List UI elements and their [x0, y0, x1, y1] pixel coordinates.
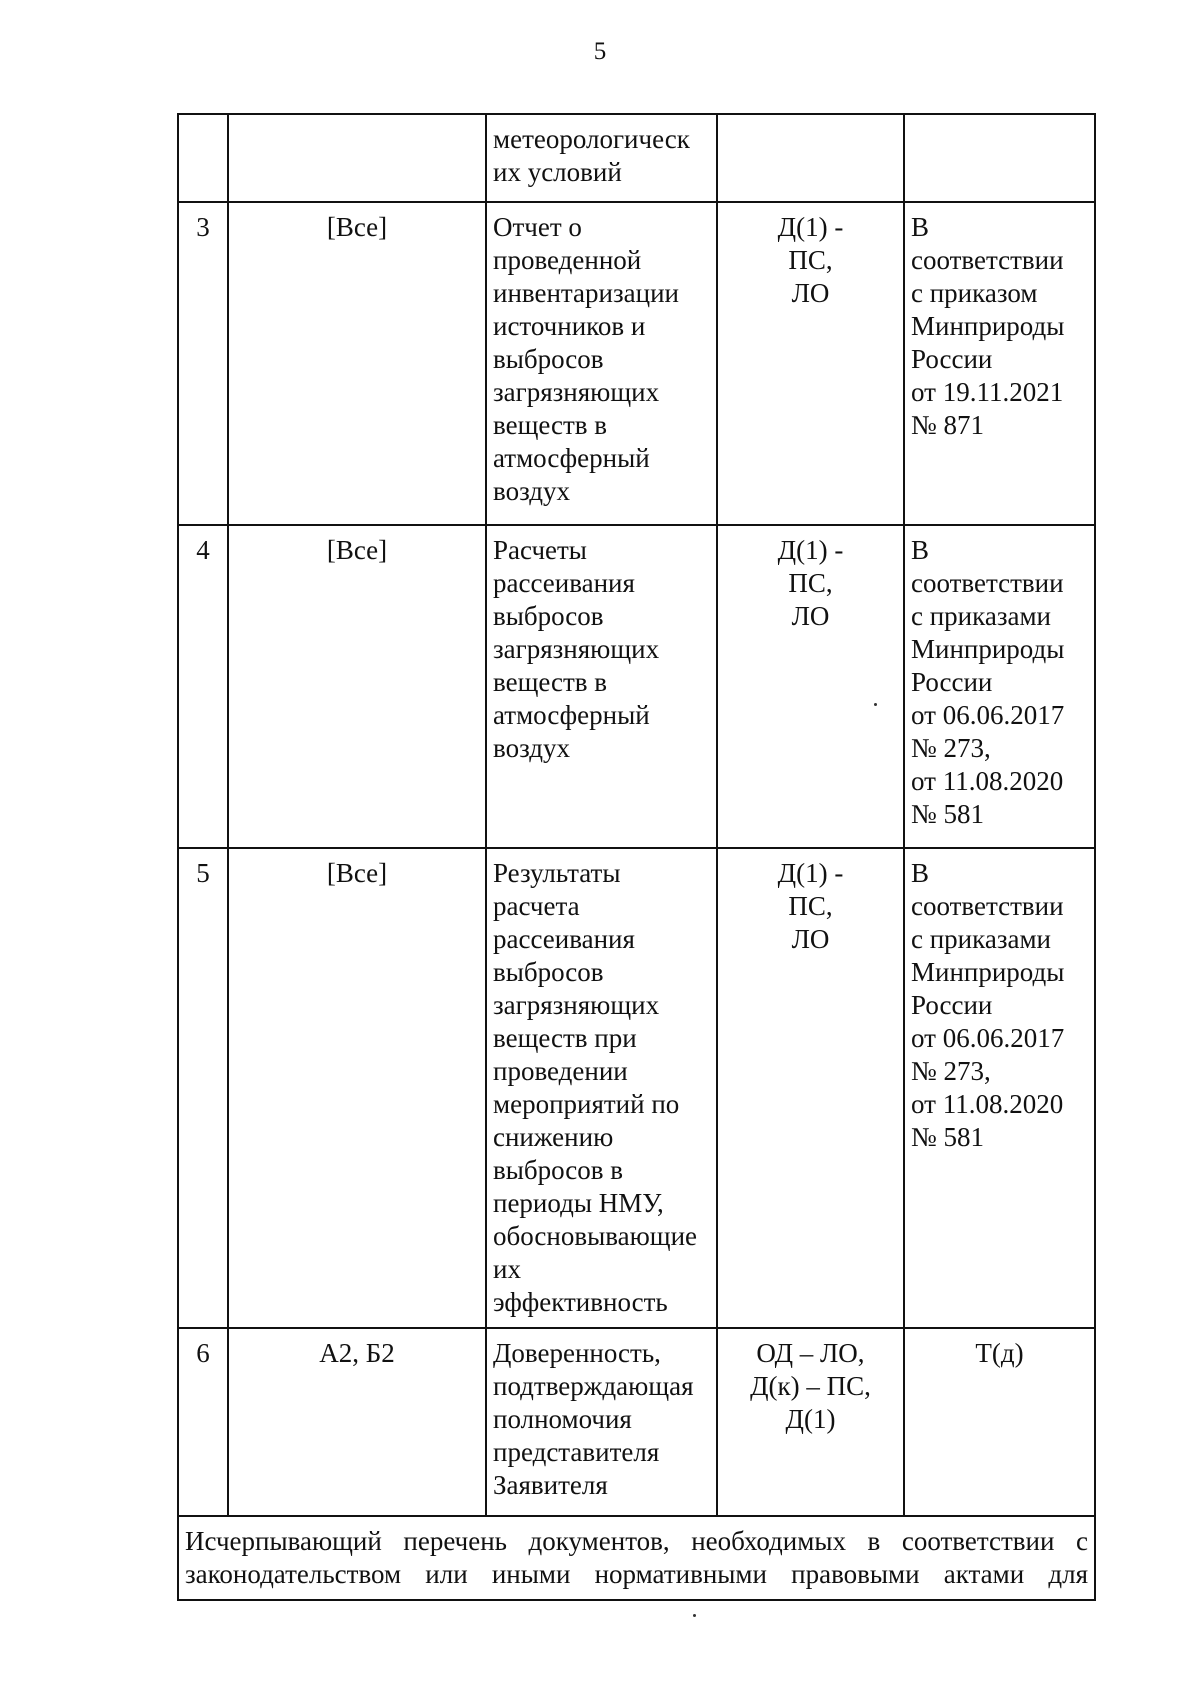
requirements-line: № 581	[911, 799, 985, 829]
document-name-line: выбросов	[493, 344, 604, 374]
requirements-cell	[904, 114, 1095, 202]
submission-form-line: Д(1) -	[777, 212, 844, 242]
row-number-cell: 4	[178, 525, 228, 848]
requirements-cell	[904, 1328, 1095, 1516]
requirements-cell	[904, 848, 1095, 1328]
footer-text-cell	[178, 1516, 1095, 1600]
footer-text-line: Исчерпывающий перечень документов, необходимых в соответствии с	[185, 1526, 1088, 1556]
document-name-line: атмосферный	[493, 443, 650, 473]
requirements-line: от 06.06.2017	[911, 1023, 1065, 1053]
submission-form-line: ЛО	[791, 924, 830, 954]
document-name-line: проведении	[493, 1056, 628, 1086]
document-name-line: рассеивания	[493, 924, 635, 954]
document-name-line: представителя	[493, 1437, 660, 1467]
table-footer-row	[178, 1516, 1095, 1600]
table-row	[178, 114, 1095, 202]
document-name-line: загрязняющих	[493, 990, 660, 1020]
document-name-line: воздух	[493, 733, 570, 763]
table-row	[178, 525, 1095, 848]
document-name-line: снижению	[493, 1122, 614, 1152]
requirements-line: от 11.08.2020	[911, 1089, 1064, 1119]
document-name-line: эффективность	[493, 1287, 668, 1317]
requirements-line: России	[911, 344, 993, 374]
requirements-line: № 581	[911, 1122, 985, 1152]
submission-form-cell	[717, 202, 904, 525]
requirements-line: № 273,	[911, 1056, 991, 1086]
document-name-line: мероприятий по	[493, 1089, 680, 1119]
document-name-line: подтверждающая	[493, 1371, 694, 1401]
document-name-line: веществ при	[493, 1023, 637, 1053]
requirements-line: соответствии	[911, 568, 1064, 598]
requirements-line: соответствии	[911, 891, 1064, 921]
document-name-line: веществ в	[493, 410, 608, 440]
document-name-line: выбросов	[493, 601, 604, 631]
document-name-line: метеорологическ	[493, 124, 690, 154]
document-name-line: Отчет о	[493, 212, 582, 242]
document-name-line: Результаты	[493, 858, 621, 888]
requirements-line: соответствии	[911, 245, 1064, 275]
category-cell: [Все]	[228, 848, 486, 1328]
requirements-line: В	[911, 858, 930, 888]
submission-form-cell	[717, 848, 904, 1328]
document-name-line: воздух	[493, 476, 570, 506]
category-cell: А2, Б2	[228, 1328, 486, 1516]
submission-form-line: Д(1) -	[777, 858, 844, 888]
document-name-line: выбросов в	[493, 1155, 624, 1185]
requirements-line: Т(д)	[975, 1338, 1024, 1368]
document-name-cell	[486, 114, 717, 202]
submission-form-line: Д(1)	[785, 1404, 836, 1434]
row-number-cell: 5	[178, 848, 228, 1328]
submission-form-line: ПС,	[788, 245, 833, 275]
submission-form-line: ЛО	[791, 278, 830, 308]
document-name-line: загрязняющих	[493, 634, 660, 664]
document-name-line: их условий	[493, 157, 622, 187]
document-name-line: источников и	[493, 311, 646, 341]
document-name-line: обосновывающие	[493, 1221, 698, 1251]
document-name-line: их	[493, 1254, 521, 1284]
submission-form-cell	[717, 114, 904, 202]
submission-form-line: ПС,	[788, 568, 833, 598]
category-cell: [Все]	[228, 525, 486, 848]
document-name-line: атмосферный	[493, 700, 650, 730]
requirements-line: России	[911, 990, 993, 1020]
document-name-line: рассеивания	[493, 568, 635, 598]
row-number-cell: 6	[178, 1328, 228, 1516]
document-name-cell	[486, 848, 717, 1328]
document-name-line: выбросов	[493, 957, 604, 987]
document-name-cell	[486, 525, 717, 848]
submission-form-line: Д(1) -	[777, 535, 844, 565]
document-name-line: инвентаризации	[493, 278, 679, 308]
document-name-line: Заявителя	[493, 1470, 608, 1500]
requirements-line: Минприроды	[911, 311, 1065, 341]
document-name-line: веществ в	[493, 667, 608, 697]
document-name-line: Доверенность,	[493, 1338, 661, 1368]
document-name-cell	[486, 202, 717, 525]
requirements-line: с приказом	[911, 278, 1038, 308]
page-number: 5	[593, 38, 607, 65]
requirements-line: от 19.11.2021	[911, 377, 1064, 407]
document-name-line: Расчеты	[493, 535, 587, 565]
submission-form-line: Д(к) – ПС,	[750, 1371, 871, 1401]
document-name-line: периоды НМУ,	[493, 1188, 664, 1218]
submission-form-cell	[717, 525, 904, 848]
category-cell: [Все]	[228, 202, 486, 525]
requirements-line: № 273,	[911, 733, 991, 763]
scan-speck	[693, 1614, 696, 1617]
submission-form-line: ОД – ЛО,	[756, 1338, 865, 1368]
requirements-line: с приказами	[911, 601, 1052, 631]
requirements-line: России	[911, 667, 993, 697]
document-name-cell	[486, 1328, 717, 1516]
requirements-line: Минприроды	[911, 957, 1065, 987]
documents-table	[177, 113, 1096, 1601]
requirements-line: от 11.08.2020	[911, 766, 1064, 796]
requirements-cell	[904, 525, 1095, 848]
category-cell	[228, 114, 486, 202]
document-name-line: расчета	[493, 891, 580, 921]
requirements-cell	[904, 202, 1095, 525]
table-row	[178, 1328, 1095, 1516]
row-number-cell: 3	[178, 202, 228, 525]
requirements-line: с приказами	[911, 924, 1052, 954]
document-name-line: проведенной	[493, 245, 642, 275]
row-number-cell	[178, 114, 228, 202]
footer-text-line: законодательством или иными нормативными правовыми актами для	[185, 1559, 1088, 1589]
table-row	[178, 848, 1095, 1328]
requirements-line: № 871	[911, 410, 985, 440]
requirements-line: В	[911, 212, 930, 242]
requirements-line: Минприроды	[911, 634, 1065, 664]
document-name-line: полномочия	[493, 1404, 632, 1434]
submission-form-cell	[717, 1328, 904, 1516]
submission-form-line: ЛО	[791, 601, 830, 631]
requirements-line: от 06.06.2017	[911, 700, 1065, 730]
table-row	[178, 202, 1095, 525]
requirements-line: В	[911, 535, 930, 565]
submission-form-line: ПС,	[788, 891, 833, 921]
scan-speck	[874, 703, 877, 706]
document-name-line: загрязняющих	[493, 377, 660, 407]
